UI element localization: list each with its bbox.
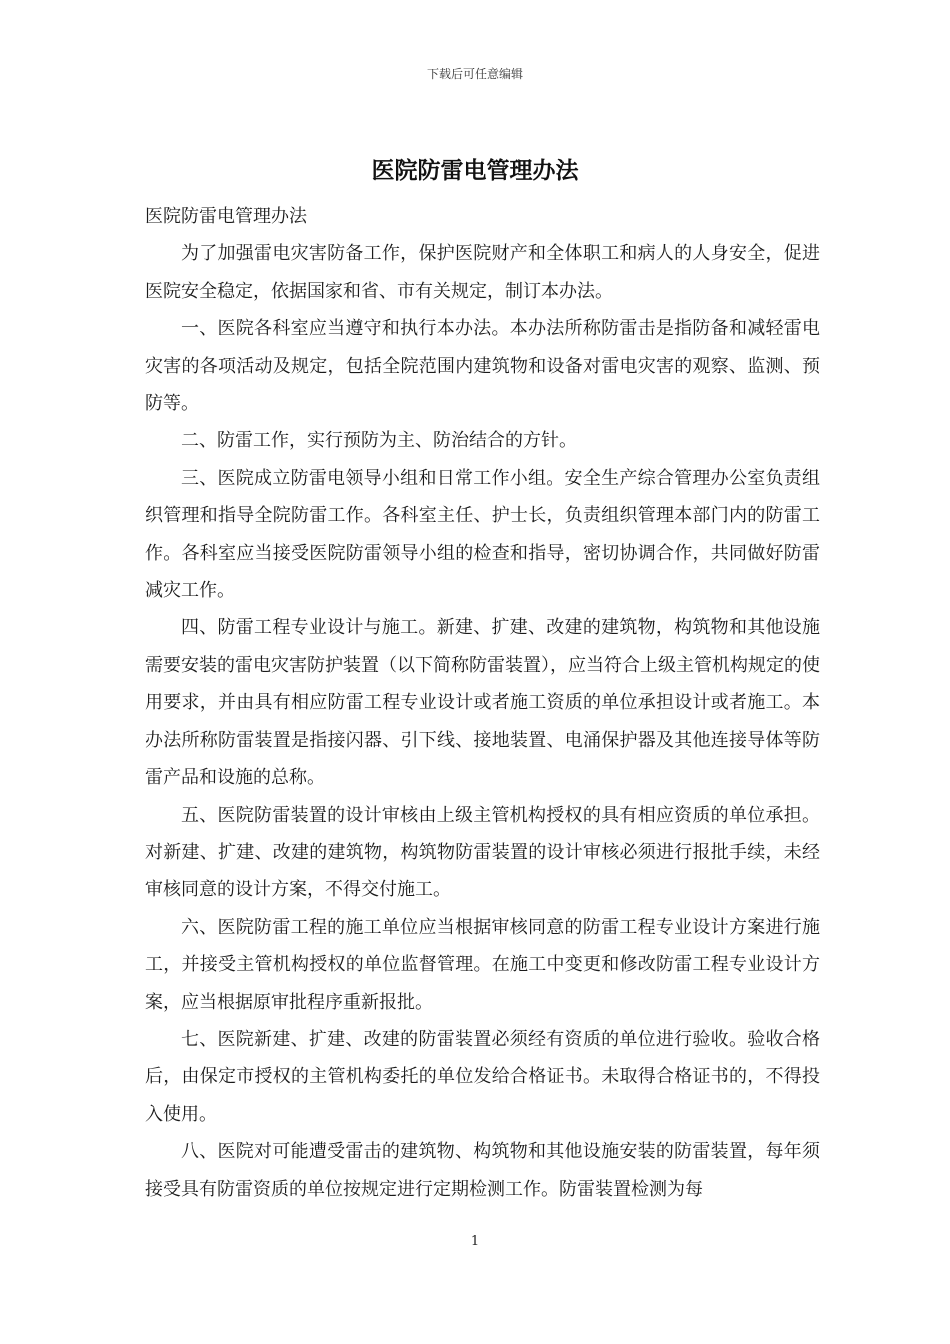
page-number: 1 (470, 1234, 480, 1249)
document-title: 医院防雷电管理办法 (371, 157, 579, 184)
header-note: 下载后可任意编辑 (426, 67, 523, 81)
document-subtitle: 医院防雷电管理办法 (145, 206, 307, 227)
paragraph-article-1: 一、医院各科室应当遵守和执行本办法。本办法所称防雷击是指防备和减轻雷电灾害的各项活动及规定，包括全院范围内建筑物和设备对雷电灾害的观察、监测、预防等。 (145, 318, 820, 415)
paragraph-article-7: 七、医院新建、扩建、改建的防雷装置必须经有资质的单位进行验收。验收合格后，由保定市授权的主管机构委托的单位发给合格证书。未取得合格证书的，不得投入使用。 (145, 1028, 820, 1125)
paragraph-article-8: 八、医院对可能遭受雷击的建筑物、构筑物和其他设施安装的防雷装置，每年须接受具有防雷资质的单位按规定进行定期检测工作。防雷装置检测为每 (145, 1141, 820, 1200)
paragraph-article-5: 五、医院防雷装置的设计审核由上级主管机构授权的具有相应资质的单位承担。对新建、扩建、改建的建筑物，构筑物防雷装置的设计审核必须进行报批手续，未经审核同意的设计方案，不得交付施工。 (145, 804, 820, 901)
document-body (145, 198, 820, 1208)
paragraph-article-6: 六、医院防雷工程的施工单位应当根据审核同意的防雷工程专业设计方案进行施工，并接受主管机构授权的单位监督管理。在施工中变更和修改防雷工程专业设计方案，应当根据原审批程序重新报批。 (145, 916, 820, 1013)
paragraph-intro: 为了加强雷电灾害防备工作，保护医院财产和全体职工和病人的人身安全，促进医院安全稳定，依据国家和省、市有关规定，制订本办法。 (145, 243, 820, 302)
paragraph-article-2: 二、防雷工作，实行预防为主、防治结合的方针。 (181, 430, 577, 452)
paragraph-article-3: 三、医院成立防雷电领导小组和日常工作小组。安全生产综合管理办公室负责组织管理和指导全院防雷工作。各科室主任、护士长，负责组织管理本部门内的防雷工作。各科室应当接受医院防雷领导小组的检查和指导，密切协调合作，共同做好防雷减灾工作。 (145, 467, 820, 602)
paragraph-article-4: 四、防雷工程专业设计与施工。新建、扩建、改建的建筑物，构筑物和其他设施需要安装的雷电灾害防护装置（以下简称防雷装置），应当符合上级主管机构规定的使用要求，并由具有相应防雷工程专业设计或者施工资质的单位承担设计或者施工。本办法所称防雷装置是指接闪器、引下线、接地装置、电涌保护器及其他连接导体等防雷产品和设施的总称。 (145, 617, 820, 789)
